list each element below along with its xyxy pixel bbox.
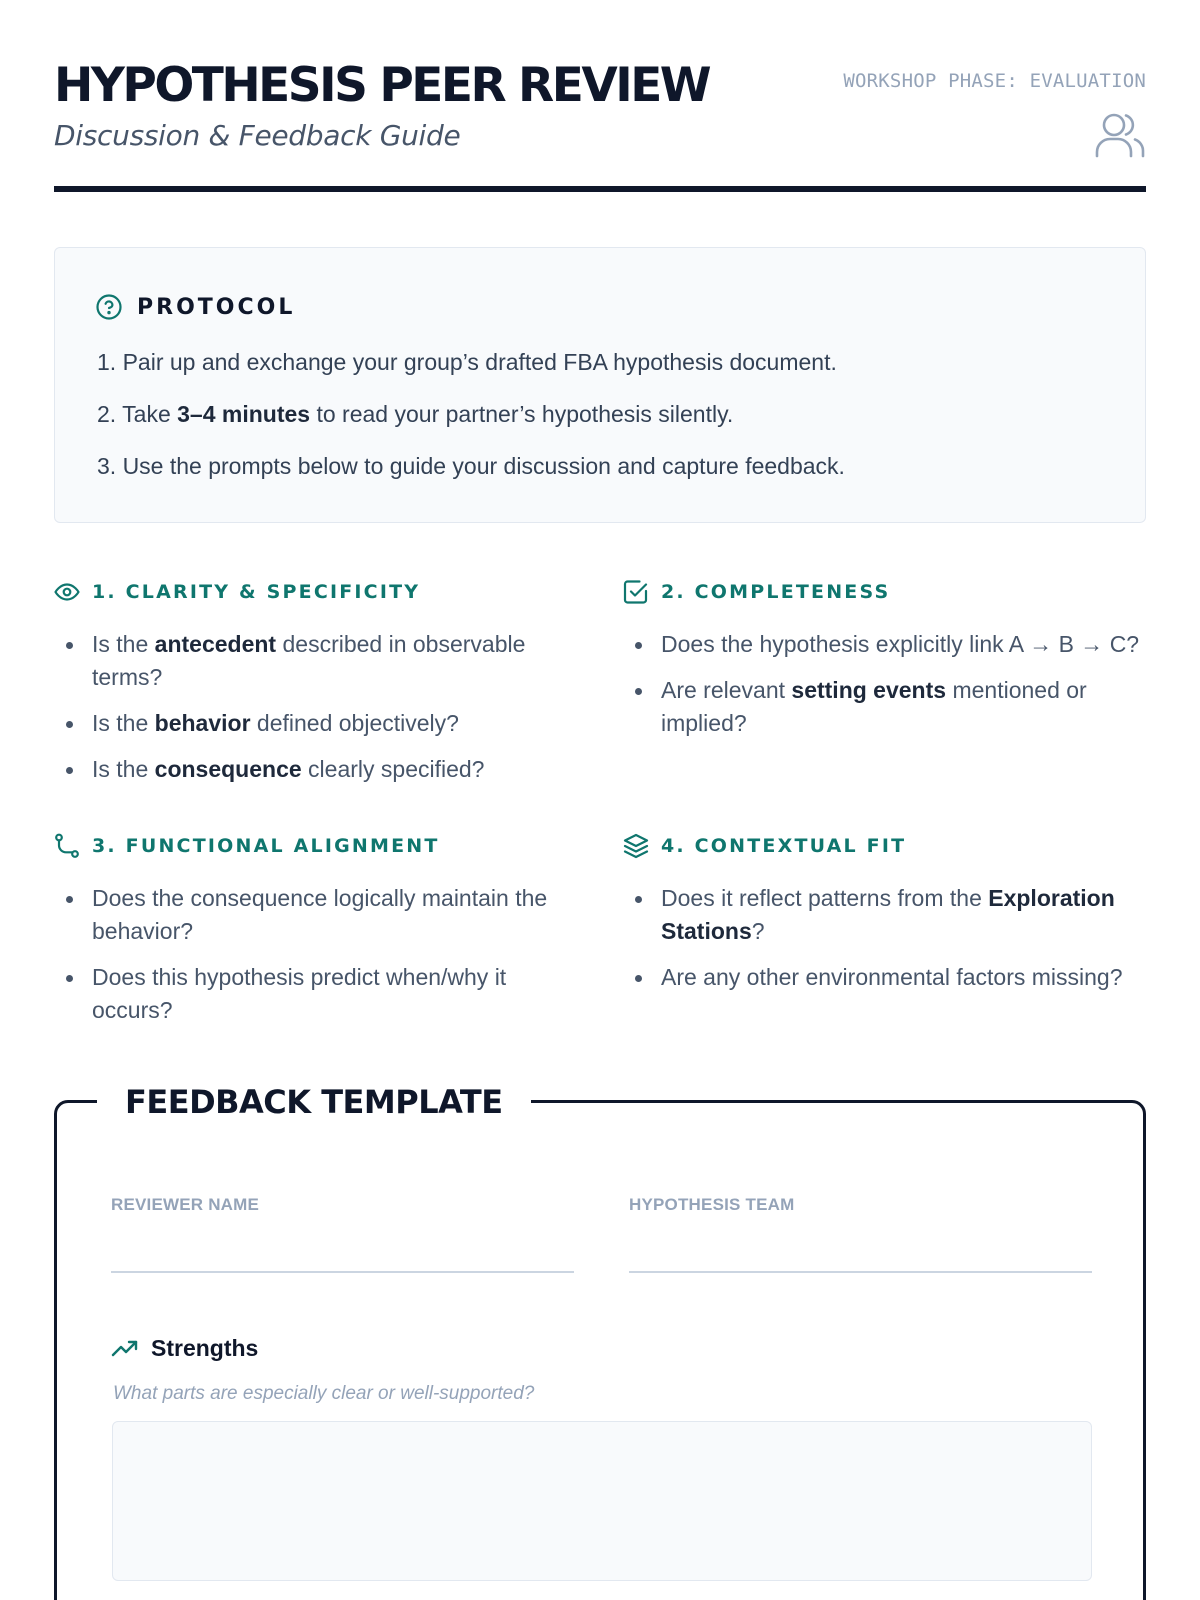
- protocol-steps: [97, 346, 845, 502]
- criteria-item: Is the antecedent described in observable terms?: [54, 628, 574, 694]
- reviewer-name-label: REVIEWER NAME: [111, 1195, 260, 1214]
- criteria-item: Does this hypothesis predict when/why it occurs?: [54, 961, 574, 1027]
- page-title: HYPOTHESIS PEER REVIEW: [54, 58, 710, 113]
- criteria-functional-alignment: [54, 832, 574, 1040]
- protocol-step: 1. Pair up and exchange your group’s drafted FBA hypothesis document.: [97, 349, 837, 375]
- protocol-step: 2. Take 3–4 minutes to read your partner’s hypothesis silently.: [97, 401, 734, 427]
- criteria-heading: [623, 832, 1143, 860]
- hypothesis-team-label: HYPOTHESIS TEAM: [629, 1195, 795, 1214]
- strengths-heading: [111, 1335, 258, 1362]
- protocol-heading: [95, 292, 295, 322]
- strengths-title: Strengths: [151, 1335, 259, 1361]
- protocol-step: 3. Use the prompts below to guide your discussion and capture feedback.: [97, 453, 845, 479]
- criteria-list: [54, 882, 574, 1027]
- header-divider: [54, 186, 1146, 192]
- feedback-title: FEEDBACK TEMPLATE: [125, 1083, 503, 1121]
- users-icon: [1094, 110, 1146, 158]
- criteria-item: Are relevant setting events mentioned or implied?: [623, 674, 1143, 740]
- criteria-item: Does the consequence logically maintain the behavior?: [54, 882, 574, 948]
- document-page: [54, 0, 1146, 1600]
- reviewer-name-input[interactable]: [111, 1271, 574, 1273]
- strengths-hint: What parts are especially clear or well-supported?: [113, 1383, 535, 1404]
- criteria-list: [54, 628, 574, 786]
- criteria-title: 3. FUNCTIONAL ALIGNMENT: [92, 835, 440, 857]
- trending-up-icon: [111, 1339, 139, 1359]
- eye-icon: [54, 579, 80, 605]
- strengths-textarea[interactable]: [112, 1421, 1092, 1581]
- hypothesis-team-input[interactable]: [629, 1271, 1092, 1273]
- criteria-title: 2. COMPLETENESS: [661, 581, 891, 603]
- criteria-item: Is the consequence clearly specified?: [54, 753, 574, 786]
- criteria-list: [623, 628, 1143, 740]
- help-circle-icon: [95, 293, 123, 321]
- feedback-template: [54, 1083, 1146, 1600]
- protocol-panel: [54, 247, 1146, 523]
- page-subtitle: Discussion & Feedback Guide: [54, 119, 461, 152]
- checkbox-icon: [623, 579, 649, 605]
- criteria-completeness: [623, 578, 1143, 753]
- hypothesis-team-field[interactable]: [629, 1195, 1092, 1273]
- criteria-clarity: [54, 578, 574, 799]
- header: [54, 52, 1146, 194]
- criteria-title: 1. CLARITY & SPECIFICITY: [92, 581, 421, 603]
- criteria-contextual-fit: [623, 832, 1143, 1007]
- criteria-item: Does the hypothesis explicitly link A → B → C?: [623, 628, 1143, 661]
- criteria-heading: [623, 578, 1143, 606]
- route-icon: [54, 833, 80, 859]
- criteria-item: Are any other environmental factors missing?: [623, 961, 1143, 994]
- workshop-phase-label: WORKSHOP PHASE: EVALUATION: [843, 70, 1146, 92]
- criteria-item: Does it reflect patterns from the Exploration Stations?: [623, 882, 1143, 948]
- criteria-list: [623, 882, 1143, 994]
- criteria-heading: [54, 578, 574, 606]
- feedback-title-wrap: [97, 1077, 531, 1127]
- criteria-item: Is the behavior defined objectively?: [54, 707, 574, 740]
- layers-icon: [623, 833, 649, 859]
- protocol-title: PROTOCOL: [137, 294, 296, 320]
- reviewer-name-field[interactable]: [111, 1195, 574, 1273]
- criteria-heading: [54, 832, 574, 860]
- criteria-title: 4. CONTEXTUAL FIT: [661, 835, 907, 857]
